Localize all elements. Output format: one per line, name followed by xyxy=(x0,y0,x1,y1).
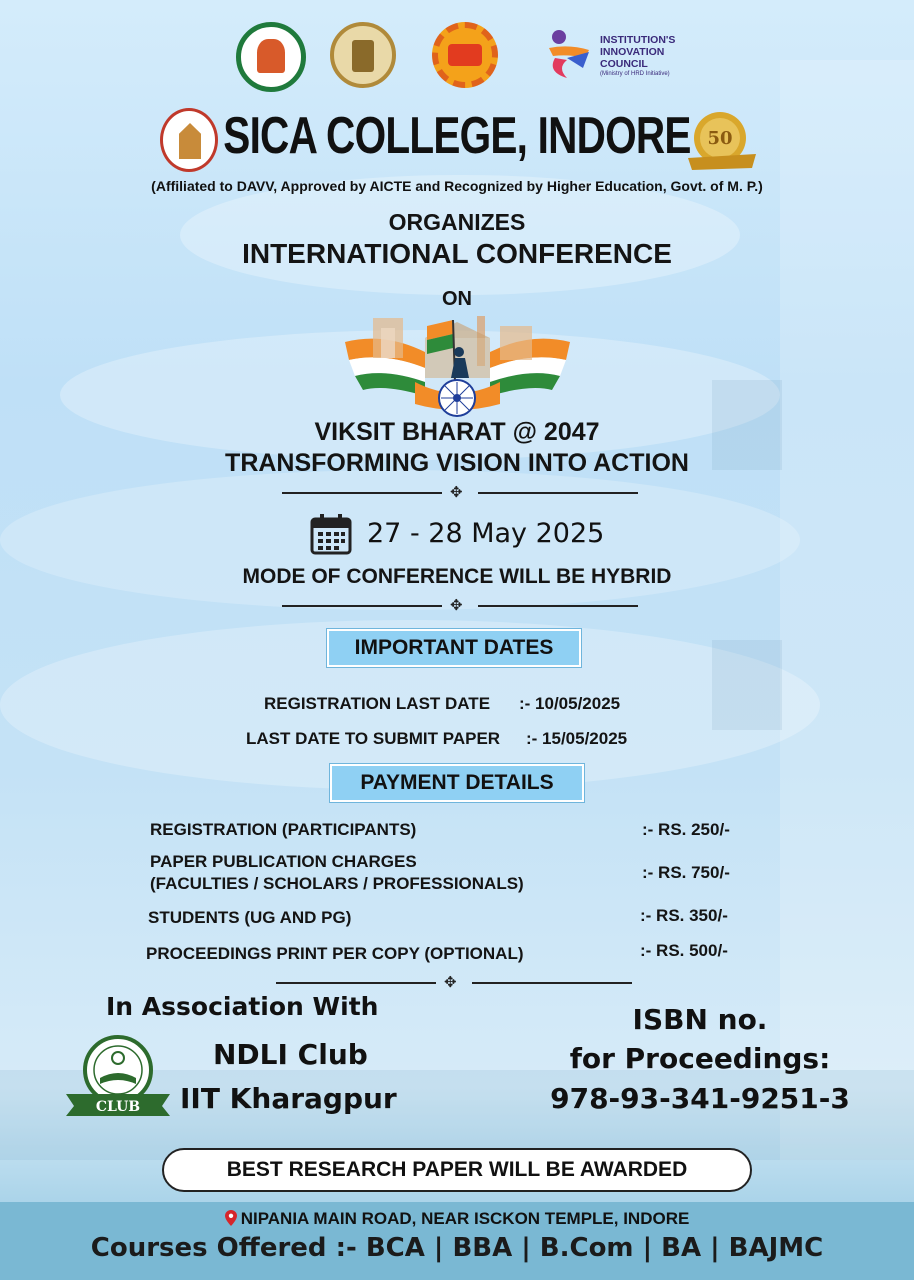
iic-line: INSTITUTION'S xyxy=(600,34,676,46)
conference-dates: 27 - 28 May 2025 xyxy=(367,518,605,549)
fee-value: :- RS. 250/- xyxy=(642,820,730,839)
ornament-icon: ✥ xyxy=(450,483,463,501)
conference-mode: MODE OF CONFERENCE WILL BE HYBRID xyxy=(242,565,672,588)
badge-text: CLUB xyxy=(95,1099,141,1115)
isbn-number: 978-93-341-9251-3 xyxy=(550,1082,850,1115)
fee-label: STUDENTS (UG AND PG) xyxy=(148,908,352,927)
fee-label: PROCEEDINGS PRINT PER COPY (OPTIONAL) xyxy=(146,944,524,963)
isbn-subheading: for Proceedings: xyxy=(569,1042,831,1075)
address-line xyxy=(0,1209,914,1229)
organizes-label: ORGANIZES xyxy=(388,209,526,235)
svg-text:50: 50 xyxy=(707,128,733,149)
viksit-bharat-illustration xyxy=(345,312,570,417)
association-heading: In Association With xyxy=(106,992,379,1021)
university-emblem-icon xyxy=(236,22,306,92)
fee-label-detail: (FACULTIES / SCHOLARS / PROFESSIONALS) xyxy=(150,874,524,893)
paper-submit-date-label: LAST DATE TO SUBMIT PAPER xyxy=(246,729,501,748)
fee-value: :- RS. 500/- xyxy=(640,941,728,960)
association-name-1: NDLI Club xyxy=(213,1038,368,1071)
mp-govt-emblem-icon xyxy=(330,22,396,88)
logo-row xyxy=(0,22,914,94)
registration-last-date-label: REGISTRATION LAST DATE xyxy=(264,694,491,713)
iic-line: COUNCIL xyxy=(600,58,648,70)
aicte-logo-icon xyxy=(432,22,498,88)
courses-offered: Courses Offered :- BCA | BBA | B.Com | BA | BAJMC xyxy=(90,1233,824,1263)
fee-value: :- RS. 750/- xyxy=(642,863,730,882)
background-window xyxy=(712,640,782,730)
ornament-divider xyxy=(282,483,638,501)
iic-logo-icon xyxy=(545,28,595,80)
theme-line-1: VIKSIT BHARAT @ 2047 xyxy=(314,418,600,446)
location-pin-icon xyxy=(225,1210,237,1226)
isbn-heading: ISBN no. xyxy=(632,1003,768,1036)
fee-value: :- RS. 350/- xyxy=(640,906,728,925)
college-name: SICA COLLEGE, INDORE xyxy=(223,107,691,165)
payment-details-heading: PAYMENT DETAILS xyxy=(330,764,584,802)
ornament-icon: ✥ xyxy=(444,973,457,991)
on-label: ON xyxy=(442,288,472,310)
affiliation-text: (Affiliated to DAVV, Approved by AICTE and Recognized by Higher Education, Govt. of M. P.) xyxy=(151,178,763,194)
theme-line-2: TRANSFORMING VISION INTO ACTION xyxy=(225,449,689,477)
iic-subtitle: (Ministry of HRD Initiative) xyxy=(600,71,670,77)
calendar-icon xyxy=(310,513,352,555)
address-text: NIPANIA MAIN ROAD, NEAR ISCKON TEMPLE, INDORE xyxy=(240,1209,690,1228)
ornament-icon: ✥ xyxy=(450,596,463,614)
fee-label: REGISTRATION (PARTICIPANTS) xyxy=(150,820,417,839)
ornament-divider xyxy=(276,973,632,991)
ornament-divider xyxy=(282,596,638,614)
registration-last-date-value: :- 10/05/2025 xyxy=(519,694,621,713)
iic-label xyxy=(600,34,675,78)
conference-title: INTERNATIONAL CONFERENCE xyxy=(242,238,672,269)
paper-submit-date-value: :- 15/05/2025 xyxy=(526,729,628,748)
award-banner: BEST RESEARCH PAPER WILL BE AWARDED xyxy=(162,1148,752,1192)
association-name-2: IIT Kharagpur xyxy=(180,1082,397,1115)
iic-line: INNOVATION xyxy=(600,46,665,58)
fee-label: PAPER PUBLICATION CHARGES xyxy=(150,852,417,871)
important-dates-heading: IMPORTANT DATES xyxy=(327,629,581,667)
ndli-club-badge-icon xyxy=(64,1032,172,1118)
